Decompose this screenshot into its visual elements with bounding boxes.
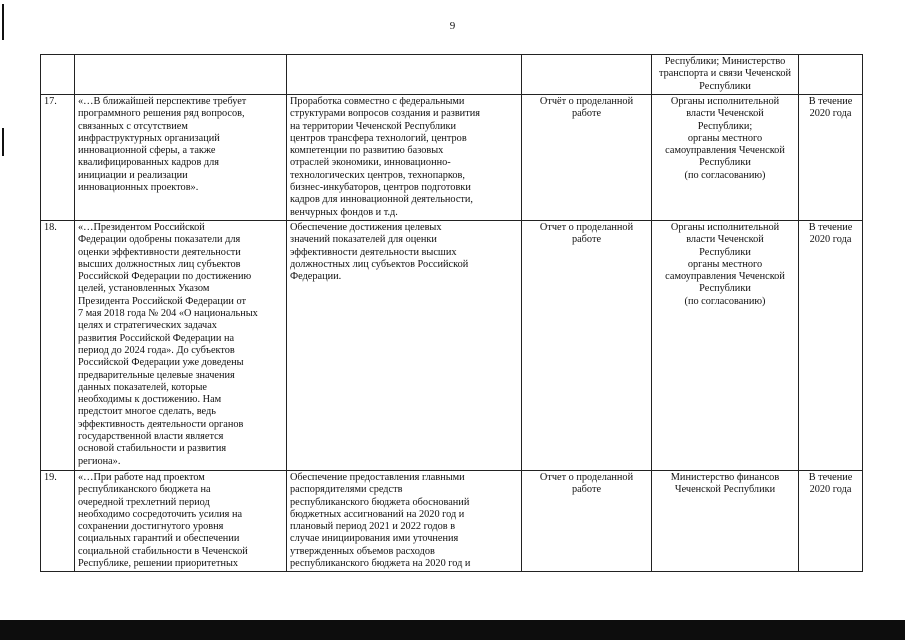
margin-mark-middle bbox=[2, 128, 4, 156]
row-number: 17. bbox=[41, 95, 75, 221]
table-row bbox=[41, 221, 863, 471]
table-cell bbox=[75, 55, 287, 95]
term-cell: В течение 2020 года bbox=[799, 471, 863, 572]
row-number: 18. bbox=[41, 221, 75, 471]
table-row bbox=[41, 55, 863, 95]
term-cell: В течение 2020 года bbox=[799, 221, 863, 471]
table-cell bbox=[287, 55, 522, 95]
thesis-cell: «…При работе над проектом республиканского бюджета на очередной трехлетний период необходимо сосредоточить усилия на сохранении достигнутого уровня социальных гарантий и обеспечении социальной стабильности в Чеченской Республике, решении приоритетных bbox=[75, 471, 287, 572]
executor-cell: Республики; Министерство транспорта и связи Чеченской Республики bbox=[652, 55, 799, 95]
table-cell bbox=[799, 55, 863, 95]
executor-cell: Органы исполнительной власти Чеченской Республики; органы местного самоуправления Чеченской Республики (по согласованию) bbox=[652, 95, 799, 221]
scan-bottom-edge bbox=[0, 620, 905, 640]
table-cell bbox=[522, 55, 652, 95]
measure-cell: Обеспечение достижения целевых значений показателей для оценки эффективности деятельности высших должностных лиц субъектов Российской Федерации. bbox=[287, 221, 522, 471]
measure-cell: Проработка совместно с федеральными структурами вопросов создания и развития на территории Чеченской Республики центров трансфера технологий, центров компетенции по развитию базовых отраслей экономики, инновационно- технологических центров, технопарков, бизнес-инкубаторов, центров подготовки кадров для инновационной деятельности, венчурных фондов и т.д. bbox=[287, 95, 522, 221]
executor-cell: Органы исполнительной власти Чеченской Республики органы местного самоуправления Чеченской Республики (по согласованию) bbox=[652, 221, 799, 471]
measure-cell: Обеспечение предоставления главными распорядителями средств республиканского бюджета обоснований бюджетных ассигнований на 2020 год и плановый период 2021 и 2022 годов в случае инициирования ими уточнения утвержденных объемов расходов республиканского бюджета на 2020 год и bbox=[287, 471, 522, 572]
table-row bbox=[41, 471, 863, 572]
page-number: 9 bbox=[449, 20, 456, 32]
term-cell: В течение 2020 года bbox=[799, 95, 863, 221]
row-number: 19. bbox=[41, 471, 75, 572]
thesis-cell: «…Президентом Российской Федерации одобрены показатели для оценки эффективности деятельности высших должностных лиц субъектов Российской Федерации по достижению целей, установленных Указом Президента Российской Федерации от 7 мая 2018 года № 204 «О национальных целях и стратегических задачах развития Российской Федерации на период до 2024 года». До субъектов Российской Федерации уже доведены предварительные целевые значения данных показателей, которые необходимы к достижению. Нам предстоит многое сделать, ведь эффективность деятельности органов государственной власти является основой стабильности и развития региона». bbox=[75, 221, 287, 471]
margin-mark-top bbox=[2, 4, 4, 40]
table-row bbox=[41, 95, 863, 221]
report-cell: Отчёт о проделанной работе bbox=[522, 95, 652, 221]
table-cell bbox=[41, 55, 75, 95]
thesis-cell: «…В ближайшей перспективе требует программного решения ряд вопросов, связанных с отсутствием инфраструктурных организаций инновационной сферы, а также квалифицированных кадров для инициации и реализации инновационных проектов». bbox=[75, 95, 287, 221]
executor-cell: Министерство финансов Чеченской Республики bbox=[652, 471, 799, 572]
report-cell: Отчет о проделанной работе bbox=[522, 471, 652, 572]
report-cell: Отчет о проделанной работе bbox=[522, 221, 652, 471]
action-plan-table bbox=[40, 54, 863, 572]
